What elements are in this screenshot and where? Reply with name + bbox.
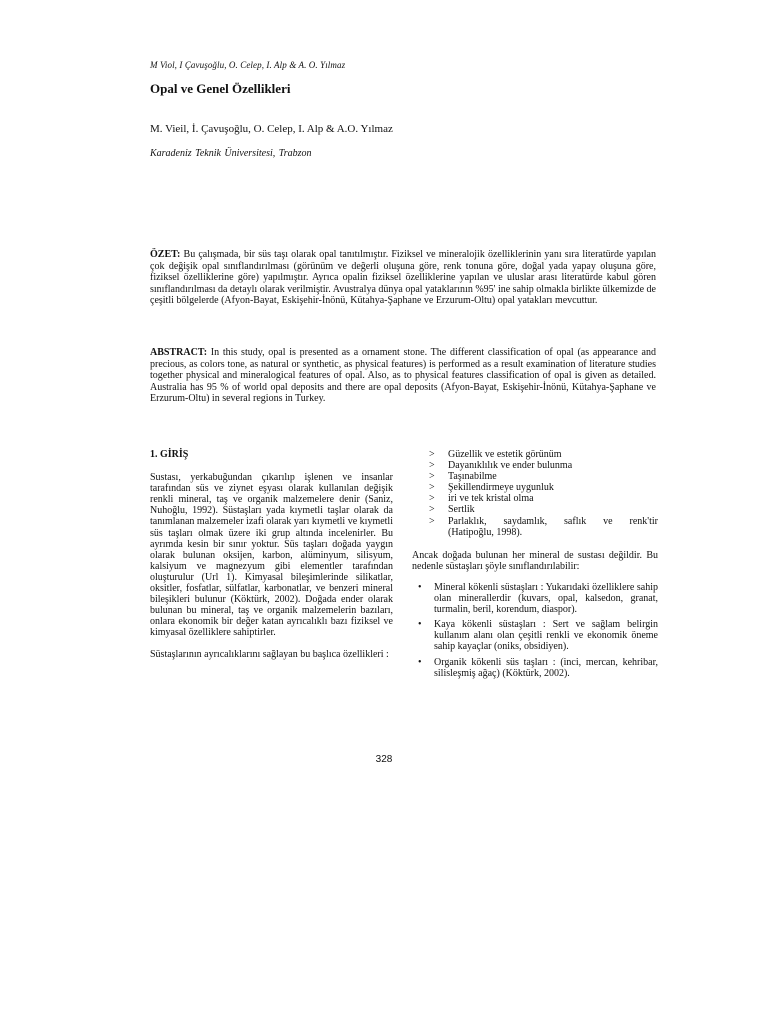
arrow-bullet: > <box>429 482 435 494</box>
arrow-bullet: > <box>429 504 435 516</box>
classification-paragraph: Ancak doğada bulunan her mineral de sustası değildir. Bu nedenle süstaşları şöyle sınıflandırılabilir: <box>412 549 658 572</box>
list-item <box>412 493 658 504</box>
list-item-text: Mineral kökenli süstaşları : Yukarıdaki özelliklere sahip olan minerallerdir (kuvars, opal, kalsedon, granat, turmalin, beril, korendum, diaspor). <box>434 581 658 616</box>
list-item <box>412 482 658 493</box>
list-item-text: Kaya kökenli süstaşları : Sert ve sağlam belirgin kullanım alanı olan çeşitli renkli ve ekonomik öneme sahip kayaçlar (oniks, obsidiyen). <box>434 619 658 653</box>
abstract-text: In this study, opal is presented as a ornament stone. The different classification of opal (as appearance and precious, as colors tone, as natural or synthetic, as physical features) is performed as a result examination of literature studies together physical and mineralogical features of opal. Also, as to physical features classification of opal is given as detailed. Australia has 95 % of world opal deposits and there are opal deposits (Afyon-Bayat, Eskişehir-İnönü, Kütahya-Şaphane ve Erzurum-Oltu) in several regions in Turkey. <box>150 347 656 405</box>
list-item <box>412 449 658 460</box>
list-item <box>412 504 658 515</box>
arrow-bullet: > <box>429 493 435 505</box>
running-head: M Viol, I Çavuşoğlu, O. Celep, I. Alp & A. O. Yılmaz <box>150 60 346 70</box>
arrow-bullet: > <box>429 471 435 483</box>
list-item <box>412 657 658 679</box>
list-item <box>412 471 658 482</box>
intro-paragraph: Sustası, yerkabuğundan çıkarılıp işlenen ve insanlar tarafından süs ve ziynet eşyası olarak kullanılan değişik renkli mineral, taş ve organik malzemelere denir (Saniz, Nuhoğlu, 1992). Süstaşları yada kıymetli taşlar olarak da tanımlanan malzemeler izafi olarak yarı kıymetli ve kıymetli süs taşları olmak üzere iki grup altında incelenirler. Bu ayrımda kesin bir sınır yoktur. Süs taşları doğada yaygın olarak bulunan oksijen, karbon, alüminyum, silisyum, kalsiyum ve magnezyum gibi elementler tarafından oluşturulur (Url 1). Kimyasal bileşimlerinde silikatlar, oksitler, fosfatlar, sülfatlar, karbonatlar, ve benzeri mineral bileşikleri bulunur (Köktürk, 2002). Doğada ender olarak bulunan bu mineral, taş ve organik malzemelerin bazıları, onlara ekonomik bir değer katan ayrıcalıklı bazı fiziksel ve kimyasal özelliklere sahiptirler. <box>150 472 393 639</box>
list-item-text: Sertlik <box>448 504 475 516</box>
list-item-text: Dayanıklılık ve ender bulunma <box>448 460 573 472</box>
bullet-dot: • <box>418 581 422 593</box>
classification-list <box>412 582 658 679</box>
right-column <box>412 449 658 683</box>
arrow-bullet: > <box>429 460 435 472</box>
list-citation: (Hatipoğlu, 1998). <box>448 526 523 538</box>
list-item-text: iri ve tek kristal olma <box>448 493 534 505</box>
left-column <box>150 449 393 660</box>
section-heading: 1. GİRİŞ <box>150 449 189 460</box>
arrow-bullet: > <box>429 449 435 460</box>
list-item <box>412 516 658 527</box>
ozet-text: Bu çalışmada, bir süs taşı olarak opal tanıtılmıştır. Fiziksel ve mineralojik özelliklerinin yanı sıra literatürde yapılan çok değişik opal sınıflandırılması (görünüm ve değerli oluşuna göre, renk tonuna göre, doğal yada yapay oluşuna göre, fiziksel özelliklerine göre) yapılmıştır. Ayrıca opalin fiziksel özelliklerine yapılan ve uluslar arası literatürde kabul gören sınıflandırılması da detaylı olarak verilmiştir. Avustralya dünya opal yataklarının %95' ine sahip olmakla birlikte ülkemizde de çeşitli bölgelerde (Afyon-Bayat, Eskişehir-İnönü, Kütahya-Şaphane ve Erzurum-Oltu) opal yatakları mevcuttur. <box>150 249 656 307</box>
arrow-bullet: > <box>429 515 435 527</box>
abstract-label: ABSTRACT: <box>150 347 208 358</box>
bullet-dot: • <box>418 619 422 631</box>
ozet-abstract <box>150 249 656 307</box>
english-abstract <box>150 347 656 405</box>
author-list: M. Vieil, İ. Çavuşoğlu, O. Celep, I. Alp & A.O. Yılmaz <box>150 123 393 135</box>
list-item <box>412 582 658 615</box>
list-item-text: Güzellik ve estetik görünüm <box>448 449 562 460</box>
affiliation: Karadeniz Teknik Üniversitesi, Trabzon <box>150 148 312 159</box>
list-item-text: Parlaklık, saydamlık, saflık ve renk'tir <box>448 515 658 527</box>
list-item <box>412 460 658 471</box>
list-item <box>412 619 658 652</box>
features-lead-paragraph: Süstaşlarının ayrıcalıklarını sağlayan bu başlıca özellikleri : <box>150 648 389 660</box>
list-item-text: Şekillendirmeye uygunluk <box>448 482 554 494</box>
list-item-text: Taşınabilme <box>448 471 497 483</box>
list-item-text: Organik kökenli süs taşları : (inci, mercan, kehribar, silisleşmiş ağaç) (Köktürk, 2002). <box>434 656 658 679</box>
features-list <box>412 449 658 538</box>
page-number: 328 <box>375 754 393 765</box>
bullet-dot: • <box>418 656 422 668</box>
paper-title: Opal ve Genel Özellikleri <box>150 81 291 96</box>
ozet-label: ÖZET: <box>150 249 181 260</box>
